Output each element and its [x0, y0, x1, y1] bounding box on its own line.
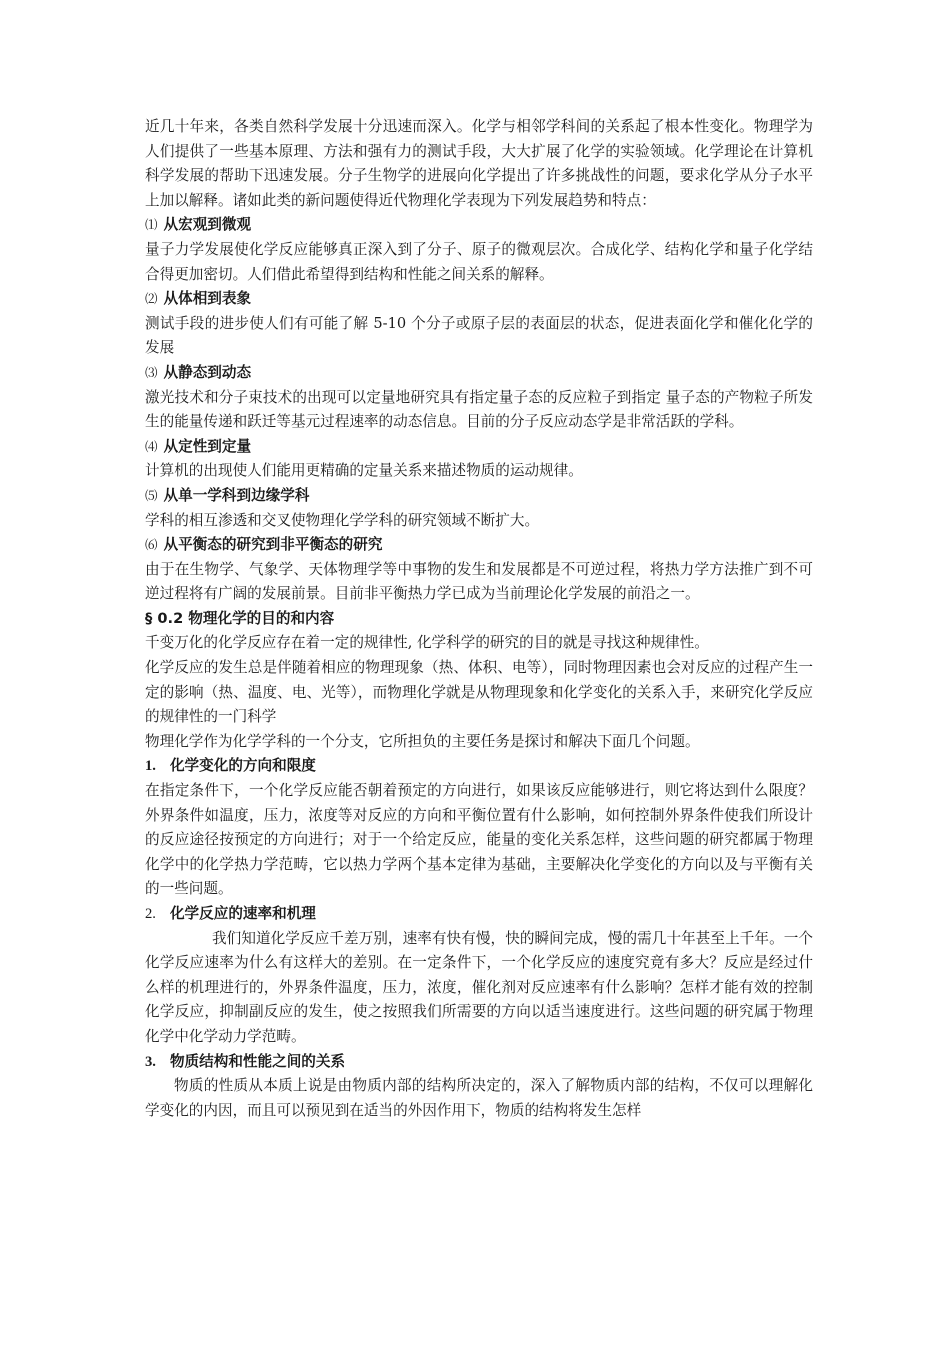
trend-1-heading	[145, 213, 813, 238]
question-2-body: 我们知道化学反应千差万别，速率有快有慢，快的瞬间完成，慢的需几十年甚至上千年。一个化学反应速率为什么有这样大的差别。在一定条件下，一个化学反应的速度究竟有多大？反应是经过什么样的机理进行的，外界条件温度，压力，浓度，催化剂对反应速率有什么影响？怎样才能有效的控制化学反应，抑制副反应的发生，使之按照我们所需要的方向以适当速度进行。这些问题的研究属于物理化学中化学动力学范畴。	[145, 929, 813, 1045]
trend-5-marker: ⑸	[145, 487, 158, 503]
trend-2-marker: ⑵	[145, 291, 158, 307]
trend-5-title: 从单一学科到边缘学科	[163, 486, 310, 504]
trend-6-body: 由于在生物学、气象学、天体物理学等中事物的发生和发展都是不可逆过程，将热力学方法推广到不可逆过程将有广阔的发展前景。目前非平衡热力学已成为当前理论化学发展的前沿之一。	[145, 560, 813, 603]
trend-4-title: 从定性到定量	[163, 437, 252, 455]
intro-paragraph: 近几十年来，各类自然科学发展十分迅速而深入。化学与相邻学科间的关系起了根本性变化。物理学为人们提供了一些基本原理、方法和强有力的测试手段，大大扩展了化学的实验领域。化学理论在计算机科学发展的帮助下迅速发展。分子生物学的进展向化学提出了许多挑战性的问题，要求化学从分子水平上加以解释。诸如此类的新问题使得近代物理化学表现为下列发展趋势和特点：	[145, 118, 813, 209]
trend-2-title: 从体相到表象	[163, 290, 252, 308]
question-3-heading	[145, 1050, 813, 1075]
trend-3-body: 激光技术和分子束技术的出现可以定量地研究具有指定量子态的反应粒子到指定 量子态的产物粒子所发生的能量传递和跃迁等基元过程速率的动态信息。目前的分子反应动态学是非常活跃的学科。	[145, 388, 813, 431]
question-2-title: 化学反应的速率和机理	[169, 905, 316, 922]
question-1-title: 化学变化的方向和限度	[169, 757, 316, 775]
document-page	[145, 115, 813, 1123]
trend-1-marker: ⑴	[145, 217, 158, 233]
trend-6-heading	[145, 533, 813, 558]
question-2-marker: 2.	[145, 906, 156, 922]
question-3-marker: 3.	[145, 1053, 156, 1070]
trend-5-body: 学科的相互渗透和交叉使物理化学学科的研究领域不断扩大。	[145, 511, 540, 529]
trend-6-title: 从平衡态的研究到非平衡态的研究	[163, 536, 383, 554]
trend-4-heading	[145, 435, 813, 460]
trend-3-title: 从静态到动态	[163, 363, 252, 381]
question-2-heading	[145, 902, 813, 927]
section-paragraph-1: 千变万化的化学反应存在着一定的规律性, 化学科学的研究的目的就是寻找这种规律性。	[145, 634, 709, 652]
trend-6-marker: ⑹	[145, 537, 158, 553]
section-paragraph-2: 化学反应的发生总是伴随着相应的物理现象（热、体积、电等），同时物理因素也会对反应的过程产生一定的影响（热、温度、电、光等），而物理化学就是从物理现象和化学变化的关系入手，来研究化学反应的规律性的一门科学	[145, 659, 813, 726]
question-1-heading	[145, 754, 813, 779]
question-3-title: 物质结构和性能之间的关系	[169, 1052, 346, 1070]
trend-3-marker: ⑶	[145, 364, 158, 380]
section-title: § 0.2 物理化学的目的和内容	[145, 609, 335, 627]
question-1-body: 在指定条件下，一个化学反应能否朝着预定的方向进行，如果该反应能够进行，则它将达到什么限度？外界条件如温度，压力，浓度等对反应的方向和平衡位置有什么影响，如何控制外界条件使我们所设计的反应途径按预定的方向进行；对于一个给定反应，能量的变化关系怎样，这些问题的研究都属于物理化学中的化学热力学范畴，它以热力学两个基本定律为基础，主要解决化学变化的方向以及与平衡有关的一些问题。	[145, 782, 813, 898]
trend-1-body: 量子力学发展使化学反应能够真正深入到了分子、原子的微观层次。合成化学、结构化学和量子化学结合得更加密切。人们借此希望得到结构和性能之间关系的解释。	[145, 240, 813, 283]
trend-4-body: 计算机的出现使人们能用更精确的定量关系来描述物质的运动规律。	[145, 462, 583, 480]
trend-2-heading	[145, 287, 813, 312]
trend-1-title: 从宏观到微观	[163, 216, 252, 234]
trend-2-body: 测试手段的进步使人们有可能了解 5-10 个分子或原子层的表面层的状态，促进表面化学和催化化学的发展	[145, 314, 813, 357]
trend-4-marker: ⑷	[145, 438, 158, 454]
question-3-body: 物质的性质从本质上说是由物质内部的结构所决定的，深入了解物质内部的结构，不仅可以理解化学变化的内因，而且可以预见到在适当的外因作用下，物质的结构将发生怎样	[145, 1077, 813, 1119]
trend-3-heading	[145, 361, 813, 386]
trend-5-heading	[145, 484, 813, 509]
section-paragraph-3: 物理化学作为化学学科的一个分支，它所担负的主要任务是探讨和解决下面几个问题。	[145, 732, 700, 750]
question-1-marker: 1.	[145, 758, 156, 775]
